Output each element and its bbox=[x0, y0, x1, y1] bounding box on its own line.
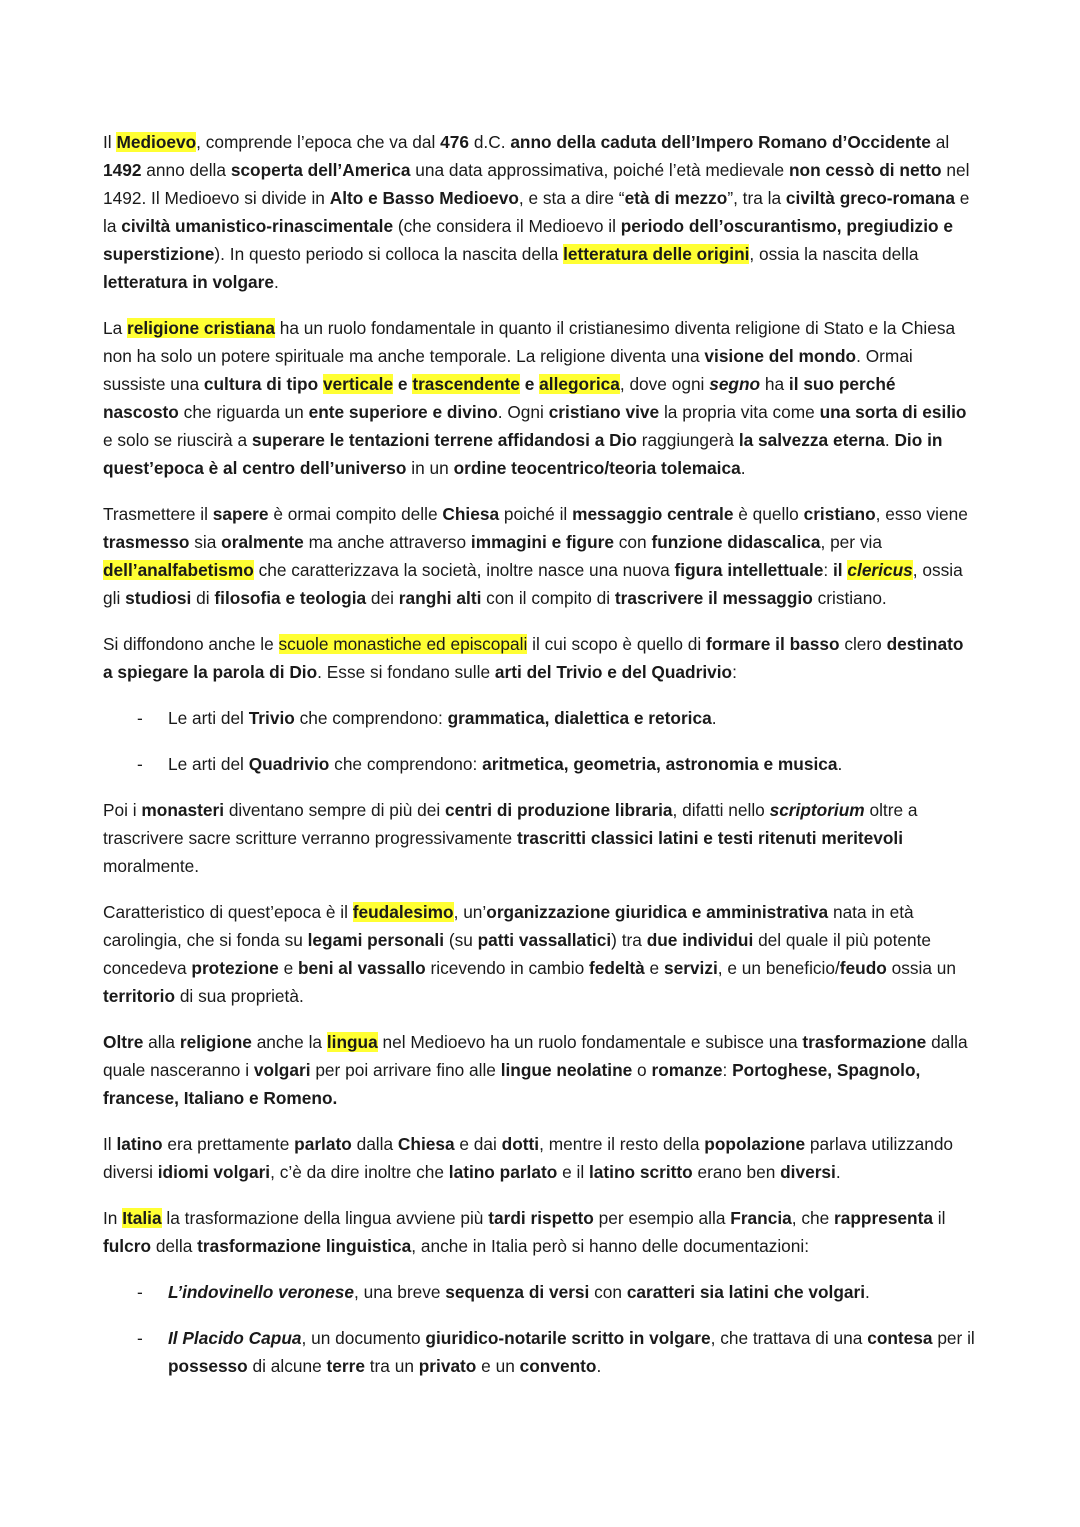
text-run: di sua proprietà. bbox=[175, 986, 304, 1006]
text-run: ”, tra la bbox=[727, 188, 786, 208]
paragraph bbox=[103, 128, 975, 296]
text-run: alla bbox=[143, 1032, 180, 1052]
text-run: di bbox=[191, 588, 215, 608]
text-run: e dai bbox=[454, 1134, 502, 1154]
emphasized-text: protezione bbox=[191, 958, 279, 978]
document-page bbox=[103, 128, 975, 1398]
list-item bbox=[103, 704, 975, 732]
paragraph bbox=[103, 314, 975, 482]
emphasized-text: cultura di tipo bbox=[203, 374, 319, 394]
highlighted-term: feudalesimo bbox=[352, 902, 454, 922]
text-run: diventano sempre di più dei bbox=[224, 800, 445, 820]
text-run: per esempio alla bbox=[593, 1208, 731, 1228]
italic-text: Il Placido Capua bbox=[168, 1328, 302, 1348]
emphasized-text: funzione didascalica bbox=[651, 532, 821, 552]
highlighted-term: trascendente bbox=[412, 374, 520, 394]
bullet-dash: - bbox=[137, 754, 143, 774]
emphasized-text: lingue neolatine bbox=[500, 1060, 633, 1080]
emphasized-text: parlato bbox=[294, 1134, 352, 1154]
text-run: , c’è da dire inoltre che bbox=[270, 1162, 449, 1182]
text-run: dei bbox=[366, 588, 399, 608]
text-run: clero bbox=[839, 634, 887, 654]
italic-text: clericus bbox=[847, 560, 913, 580]
text-run: e la bbox=[103, 188, 970, 236]
text-run: della bbox=[151, 1236, 198, 1256]
emphasized-text: ente superiore e divino bbox=[308, 402, 498, 422]
text-run: , e sta a dire “ bbox=[518, 188, 625, 208]
intro-paragraphs bbox=[103, 128, 975, 686]
text-run: e bbox=[644, 958, 664, 978]
text-run: anche la bbox=[251, 1032, 327, 1052]
text-run: , esso viene bbox=[875, 504, 968, 524]
text-run: : bbox=[823, 560, 833, 580]
emphasized-text: fulcro bbox=[103, 1236, 152, 1256]
list-item bbox=[103, 1278, 975, 1306]
emphasized-text: superare le tentazioni terrene affidandosi a Dio bbox=[251, 430, 637, 450]
text-run: , anche in Italia però si hanno delle documentazioni: bbox=[411, 1236, 810, 1256]
emphasized-text: giuridico-notarile scritto in volgare bbox=[425, 1328, 711, 1348]
text-run: e bbox=[278, 958, 298, 978]
emphasized-text: Portoghese, Spagnolo, francese, Italiano e Romeno. bbox=[103, 1060, 921, 1108]
text-run: . Esse si fondano sulle bbox=[317, 662, 495, 682]
text-run: Le arti del bbox=[168, 708, 249, 728]
emphasized-text: trascritti classici latini e testi ritenuti meritevoli bbox=[516, 828, 904, 848]
text-run: al bbox=[930, 132, 950, 152]
emphasized-text: sapere bbox=[212, 504, 269, 524]
bullet-dash: - bbox=[137, 708, 143, 728]
highlighted-term: Italia bbox=[122, 1208, 162, 1228]
text-run: ma anche attraverso bbox=[303, 532, 471, 552]
text-run: in un bbox=[406, 458, 454, 478]
text-run: : bbox=[722, 1060, 733, 1080]
italic-text: scriptorium bbox=[769, 800, 865, 820]
paragraph bbox=[103, 1130, 975, 1186]
text-run: , dove ogni bbox=[619, 374, 710, 394]
text-run: dalla bbox=[351, 1134, 398, 1154]
emphasized-text: Francia bbox=[730, 1208, 792, 1228]
emphasized-text: ordine teocentrico/teoria tolemaica bbox=[453, 458, 741, 478]
text-run: In bbox=[103, 1208, 123, 1228]
emphasized-text: convento bbox=[519, 1356, 597, 1376]
text-run: , mentre il resto della bbox=[539, 1134, 705, 1154]
emphasized-text: Chiesa bbox=[397, 1134, 455, 1154]
text-run: , ossia la nascita della bbox=[749, 244, 919, 264]
text-run: ha bbox=[760, 374, 789, 394]
emphasized-text: formare il basso bbox=[706, 634, 840, 654]
emphasized-text: possesso bbox=[168, 1356, 248, 1376]
bullet-dash: - bbox=[137, 1328, 143, 1348]
emphasized-text: cristiano vive bbox=[548, 402, 660, 422]
emphasized-text: il bbox=[832, 560, 843, 580]
text-run: . bbox=[837, 754, 843, 774]
text-run: del quale il più potente concedeva bbox=[103, 930, 932, 978]
text-run: , una breve bbox=[353, 1282, 446, 1302]
highlighted-term: letteratura delle origini bbox=[563, 244, 750, 264]
text-run: e un bbox=[476, 1356, 520, 1376]
text-run: di alcune bbox=[247, 1356, 327, 1376]
paragraph bbox=[103, 500, 975, 612]
text-run: nel 1492. Il Medioevo si divide in bbox=[103, 160, 970, 208]
text-run: nata in età carolingia, che si fonda su bbox=[103, 902, 914, 950]
emphasized-text: trasmesso bbox=[103, 532, 190, 552]
highlighted-term: religione cristiana bbox=[127, 318, 275, 338]
emphasized-text: e bbox=[524, 374, 535, 394]
text-run: è ormai compito delle bbox=[268, 504, 443, 524]
paragraph bbox=[103, 898, 975, 1010]
text-run: e solo se riuscirà a bbox=[103, 430, 252, 450]
emphasized-text bbox=[770, 800, 865, 820]
text-run: , difatti nello bbox=[672, 800, 770, 820]
text-run: . Ormai sussiste una bbox=[103, 346, 913, 394]
text-run: , ossia gli bbox=[103, 560, 963, 608]
text-run: cristiano. bbox=[812, 588, 887, 608]
highlighted-term bbox=[847, 560, 912, 580]
emphasized-text: dotti bbox=[501, 1134, 540, 1154]
emphasized-text: diversi bbox=[780, 1162, 836, 1182]
text-run: ). In questo periodo si colloca la nascita della bbox=[214, 244, 564, 264]
text-run: nel Medioevo ha un ruolo fondamentale e subisce una bbox=[377, 1032, 803, 1052]
paragraph bbox=[103, 796, 975, 880]
paragraph bbox=[103, 630, 975, 686]
emphasized-text: cristiano bbox=[803, 504, 876, 524]
emphasized-text: servizi bbox=[663, 958, 718, 978]
emphasized-text: centri di produzione libraria bbox=[444, 800, 673, 820]
text-run: anno della bbox=[141, 160, 231, 180]
text-run: o bbox=[632, 1060, 652, 1080]
emphasized-text: filosofia e teologia bbox=[214, 588, 367, 608]
emphasized-text: due individui bbox=[646, 930, 754, 950]
italic-text: segno bbox=[709, 374, 761, 394]
text-run: che comprendono: bbox=[329, 754, 483, 774]
text-run: (che considera il Medioevo il bbox=[393, 216, 621, 236]
emphasized-text: monasteri bbox=[141, 800, 225, 820]
text-run: ossia un bbox=[886, 958, 957, 978]
trivio-quadrivio-list bbox=[103, 704, 975, 778]
text-run: dalla quale nasceranno i bbox=[103, 1032, 968, 1080]
text-run: Caratteristico di quest’epoca è il bbox=[103, 902, 353, 922]
text-run: Il bbox=[103, 132, 117, 152]
emphasized-text: scoperta dell’America bbox=[230, 160, 411, 180]
emphasized-text: fedeltà bbox=[589, 958, 645, 978]
text-run: , e un beneficio/ bbox=[717, 958, 840, 978]
text-run: Poi i bbox=[103, 800, 142, 820]
emphasized-text: aritmetica, geometria, astronomia e musica bbox=[482, 754, 838, 774]
emphasized-text: studiosi bbox=[125, 588, 192, 608]
emphasized-text: civiltà umanistico-rinascimentale bbox=[121, 216, 394, 236]
text-run: poiché il bbox=[499, 504, 573, 524]
emphasized-text: Alto e Basso Medioevo bbox=[329, 188, 519, 208]
text-run: tra un bbox=[364, 1356, 419, 1376]
highlighted-term: Medioevo bbox=[116, 132, 197, 152]
emphasized-text: privato bbox=[418, 1356, 477, 1376]
text-run: il cui scopo è quello di bbox=[527, 634, 707, 654]
text-run: che riguarda un bbox=[178, 402, 309, 422]
emphasized-text: latino scritto bbox=[588, 1162, 693, 1182]
text-run: la trasformazione della lingua avviene più bbox=[161, 1208, 489, 1228]
text-run: che comprendono: bbox=[294, 708, 448, 728]
text-run: , che bbox=[791, 1208, 835, 1228]
emphasized-text: destinato a spiegare la parola di Dio bbox=[103, 634, 964, 682]
list-item bbox=[103, 1324, 975, 1380]
emphasized-text: Oltre bbox=[103, 1032, 144, 1052]
emphasized-text: arti del Trivio e del Quadrivio bbox=[494, 662, 733, 682]
emphasized-text: beni al vassallo bbox=[297, 958, 426, 978]
text-run: , che trattava di una bbox=[710, 1328, 868, 1348]
emphasized-text: visione del mondo bbox=[704, 346, 857, 366]
text-run: oltre a trascrivere sacre scritture verranno progressivamente bbox=[103, 800, 918, 848]
text-run: , comprende l’epoca che va dal bbox=[196, 132, 441, 152]
emphasized-text: anno della caduta dell’Impero Romano d’Occidente bbox=[510, 132, 931, 152]
emphasized-text: messaggio centrale bbox=[572, 504, 734, 524]
emphasized-text: e bbox=[397, 374, 408, 394]
emphasized-text bbox=[168, 1328, 301, 1348]
text-run: . bbox=[835, 1162, 841, 1182]
emphasized-text: Dio in quest’epoca è al centro dell’universo bbox=[103, 430, 943, 478]
emphasized-text: Chiesa bbox=[442, 504, 500, 524]
text-run: . bbox=[740, 458, 746, 478]
text-run: per poi arrivare fino alle bbox=[310, 1060, 501, 1080]
emphasized-text: trasformazione bbox=[802, 1032, 927, 1052]
highlighted-term: verticale bbox=[322, 374, 394, 394]
highlighted-term: lingua bbox=[326, 1032, 378, 1052]
text-run: erano ben bbox=[692, 1162, 781, 1182]
text-run: , un’ bbox=[453, 902, 487, 922]
emphasized-text: figura intellettuale bbox=[674, 560, 824, 580]
text-run: , un documento bbox=[301, 1328, 426, 1348]
emphasized-text: patti vassallatici bbox=[477, 930, 612, 950]
emphasized-text: sequenza di versi bbox=[445, 1282, 590, 1302]
emphasized-text: popolazione bbox=[704, 1134, 806, 1154]
emphasized-text: feudo bbox=[839, 958, 887, 978]
italic-text: L’indovinello veronese bbox=[168, 1282, 354, 1302]
emphasized-text: latino bbox=[116, 1134, 163, 1154]
emphasized-text: legami personali bbox=[307, 930, 445, 950]
paragraph bbox=[103, 1028, 975, 1112]
text-run: con bbox=[589, 1282, 627, 1302]
emphasized-text: rappresenta bbox=[834, 1208, 933, 1228]
emphasized-text: periodo dell’oscurantismo, pregiudizio e superstizione bbox=[103, 216, 953, 264]
emphasized-text: civiltà greco-romana bbox=[785, 188, 955, 208]
text-run: il bbox=[932, 1208, 946, 1228]
highlighted-term: dell’analfabetismo bbox=[103, 560, 254, 580]
text-run: con il compito di bbox=[481, 588, 615, 608]
text-run: sia bbox=[189, 532, 222, 552]
text-run: (su bbox=[444, 930, 478, 950]
emphasized-text bbox=[709, 374, 760, 394]
text-run: , per via bbox=[820, 532, 882, 552]
emphasized-text: romanze bbox=[651, 1060, 723, 1080]
text-run: ) tra bbox=[611, 930, 647, 950]
text-run: è quello bbox=[733, 504, 804, 524]
emphasized-text: il suo perché nascosto bbox=[103, 374, 896, 422]
text-run: con bbox=[613, 532, 652, 552]
emphasized-text: la salvezza eterna bbox=[738, 430, 885, 450]
emphasized-text: immagini e figure bbox=[470, 532, 614, 552]
emphasized-text: idiomi volgari bbox=[157, 1162, 271, 1182]
text-run: raggiungerà bbox=[636, 430, 739, 450]
emphasized-text: non cessò di netto bbox=[788, 160, 942, 180]
text-run: ricevendo in cambio bbox=[425, 958, 590, 978]
documentazioni-list bbox=[103, 1278, 975, 1380]
emphasized-text: Quadrivio bbox=[248, 754, 330, 774]
paragraph bbox=[103, 1204, 975, 1260]
emphasized-text: terre bbox=[326, 1356, 365, 1376]
emphasized-text: oralmente bbox=[221, 532, 304, 552]
text-run: Il bbox=[103, 1134, 117, 1154]
emphasized-text: età di mezzo bbox=[624, 188, 728, 208]
text-run: e il bbox=[557, 1162, 589, 1182]
emphasized-text: religione bbox=[179, 1032, 252, 1052]
bullet-dash: - bbox=[137, 1282, 143, 1302]
text-run: parlava utilizzando diversi bbox=[103, 1134, 954, 1182]
emphasized-text: 1492 bbox=[103, 160, 142, 180]
text-run: . bbox=[596, 1356, 602, 1376]
emphasized-text: trascrivere il messaggio bbox=[614, 588, 813, 608]
text-run: : bbox=[732, 662, 737, 682]
emphasized-text: ranghi alti bbox=[398, 588, 482, 608]
text-run: ha un ruolo fondamentale in quanto il cristianesimo diventa religione di Stato e la Chiesa non ha solo un potere spirituale ma anche temporale. La religione diventa una bbox=[103, 318, 956, 366]
emphasized-text: contesa bbox=[867, 1328, 933, 1348]
text-run: . bbox=[273, 272, 279, 292]
emphasized-text: Trivio bbox=[248, 708, 295, 728]
text-run: . bbox=[711, 708, 717, 728]
text-run: una data approssimativa, poiché l’età medievale bbox=[410, 160, 789, 180]
emphasized-text: grammatica, dialettica e retorica bbox=[447, 708, 712, 728]
emphasized-text: una sorta di esilio bbox=[819, 402, 967, 422]
emphasized-text: latino parlato bbox=[448, 1162, 558, 1182]
text-run: la propria vita come bbox=[659, 402, 820, 422]
emphasized-text: 476 bbox=[440, 132, 470, 152]
text-run: Trasmettere il bbox=[103, 504, 213, 524]
emphasized-text: tardi rispetto bbox=[488, 1208, 594, 1228]
text-run: era prettamente bbox=[162, 1134, 295, 1154]
list-item bbox=[103, 750, 975, 778]
highlighted-term: scuole monastiche ed episcopali bbox=[278, 634, 528, 654]
emphasized-text: caratteri sia latini che volgari bbox=[626, 1282, 866, 1302]
text-run: Si diffondono anche le bbox=[103, 634, 279, 654]
text-run: che caratterizzava la società, inoltre nasce una nuova bbox=[253, 560, 675, 580]
emphasized-text: volgari bbox=[253, 1060, 311, 1080]
text-run: per il bbox=[932, 1328, 975, 1348]
body-paragraphs bbox=[103, 796, 975, 1260]
text-run: La bbox=[103, 318, 128, 338]
text-run: d.C. bbox=[469, 132, 511, 152]
emphasized-text: trasformazione linguistica bbox=[197, 1236, 412, 1256]
emphasized-text: territorio bbox=[103, 986, 176, 1006]
text-run: . Ogni bbox=[497, 402, 549, 422]
highlighted-term: allegorica bbox=[539, 374, 620, 394]
text-run: moralmente. bbox=[103, 856, 200, 876]
emphasized-text: organizzazione giuridica e amministrativa bbox=[486, 902, 829, 922]
emphasized-text bbox=[168, 1282, 354, 1302]
text-run: Le arti del bbox=[168, 754, 249, 774]
text-run: . bbox=[865, 1282, 870, 1302]
emphasized-text: letteratura in volgare bbox=[103, 272, 274, 292]
text-run: . bbox=[884, 430, 895, 450]
